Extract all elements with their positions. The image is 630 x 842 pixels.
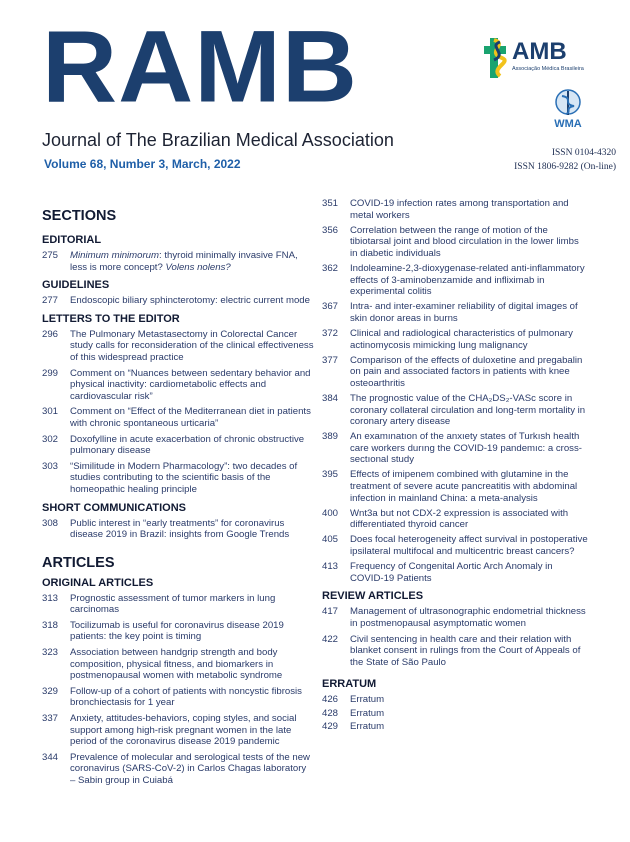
toc-entry[interactable]	[42, 250, 314, 273]
erratum-heading: ERRATUM	[322, 678, 377, 691]
page-number: 367	[322, 301, 339, 313]
entry-title: Effects of imipenem combined with glutamine in the treatment of severe acute pancreatitis with abdominal infection in mainland China: a meta-analysis	[350, 469, 578, 504]
toc-entry[interactable]	[42, 752, 314, 787]
page-number: 429	[322, 721, 339, 733]
toc-entry[interactable]	[42, 518, 314, 541]
entry-title: COVID-19 infection rates among transportation and metal workers	[350, 198, 569, 221]
masthead	[42, 10, 422, 124]
page-number: 296	[42, 328, 59, 340]
toc-entry[interactable]	[42, 434, 314, 457]
toc-entry[interactable]	[42, 329, 314, 364]
toc-entry[interactable]	[42, 461, 314, 496]
wma-logo	[538, 88, 598, 134]
entry-title: Tocilizumab is useful for coronavirus disease 2019 patients: the key point is timing	[70, 619, 284, 643]
entry-title: Civil sentencing in health care and their relation with blanket consent in rulings from the Court of Appeals of the State of São Paulo	[350, 633, 581, 668]
page-number: 384	[322, 392, 339, 404]
issn-block	[514, 146, 616, 174]
entry-title: Erratum	[350, 694, 385, 706]
page-number: 344	[42, 751, 59, 763]
toc-left-column	[42, 208, 314, 787]
toc-entry[interactable]	[322, 328, 588, 351]
amb-logo-text: AMB	[512, 38, 567, 65]
page-number: 422	[322, 633, 339, 645]
entry-title: Wnt3a but not CDX-2 expression is associated with differentiated thyroid cancer	[350, 507, 569, 531]
articles-heading: ARTICLES	[42, 554, 115, 571]
toc-entry[interactable]	[322, 301, 588, 324]
page-number: 302	[42, 433, 59, 445]
entry-title: Clinical and radiological characteristics of pulmonary actinomycosis mimicking lung malignancy	[350, 327, 573, 351]
entry-title: Correlation between the range of motion of the tibiotarsal joint and blood circulation in the lower limbs in diabetic individuals	[350, 224, 579, 259]
page-number: 426	[322, 694, 339, 706]
page-number: 417	[322, 606, 339, 618]
journal-name: Journal of The Brazilian Medical Association	[42, 130, 394, 150]
page-number: 308	[42, 517, 59, 529]
toc-entry[interactable]	[322, 721, 588, 733]
review-articles-heading: REVIEW ARTICLES	[322, 590, 424, 603]
entry-title: Intra- and inter-examiner reliability of digital images of skin donor areas in burns	[350, 301, 578, 324]
entry-title: An examınatıon of the anxıety states of Turkısh health care workers durıng the COVID-19 pandemıc: a cross-sectıonal study	[350, 431, 582, 466]
issn-print: ISSN 0104-4320	[551, 148, 616, 158]
toc-entry[interactable]	[322, 355, 588, 390]
entry-title: The prognostic value of the CHA₂DS₂-VASc score in coronary collateral circulation and long-term mortality in coronary artery disease	[350, 392, 586, 428]
entry-title: Minimum minimorum: thyroid minimally invasive FNA, less is more concept? Volens nolens?	[70, 250, 298, 273]
toc-entry[interactable]	[42, 620, 314, 643]
page-number: 362	[322, 262, 339, 274]
toc-entry[interactable]	[322, 708, 588, 720]
entry-title: The Pulmonary Metastasectomy in Colorectal Cancer study calls for reconsideration of the clinical effectiveness of this widespread practice	[70, 328, 314, 363]
toc-entry[interactable]	[42, 713, 314, 748]
page-number: 395	[322, 469, 339, 481]
page-number: 351	[322, 198, 339, 209]
entry-title: Prevalence of molecular and serological tests of the new coronavirus (SARS-CoV-2) in Carlos Chagas laboratory – Sabin group in Cuiabá	[70, 751, 310, 786]
page-number: 337	[42, 713, 59, 725]
toc-entry[interactable]	[322, 469, 588, 504]
entry-title: Frequency of Congenital Aortic Arch Anomaly in COVID-19 Patients	[350, 561, 553, 584]
page-number: 329	[42, 685, 59, 697]
entry-title: Comment on “Nuances between sedentary behavior and physical inactivity: cardiometabolic effects and cardiovascular risk”	[70, 367, 311, 402]
toc-entry[interactable]	[322, 225, 588, 260]
guidelines-heading: GUIDELINES	[42, 279, 110, 292]
toc-entry[interactable]	[322, 634, 588, 669]
short-communications-heading: SHORT COMMUNICATIONS	[42, 501, 187, 514]
toc-entry[interactable]	[322, 606, 588, 629]
toc-entry[interactable]	[322, 431, 588, 466]
entry-title: Public interest in “early treatments” for coronavirus disease 2019 in Brazil: insights from Google Trends	[70, 517, 290, 541]
toc-entry[interactable]	[322, 694, 588, 706]
entry-title: “Similitude in Modern Pharmacology”: two decades of studies contributing to the scientific basis of the homeopathic healing principle	[70, 460, 298, 495]
page-number: 405	[322, 534, 339, 546]
page-number: 301	[42, 406, 59, 418]
page-number: 303	[42, 460, 59, 472]
toc-entry[interactable]	[42, 593, 314, 616]
page-number: 428	[322, 707, 339, 719]
entry-title: Does focal heterogeneity affect survival in postoperative ipsilateral multifocal and multicentric breast cancers?	[350, 534, 588, 558]
entry-title: Follow-up of a cohort of patients with noncystic fibrosis bronchiectasis for 1 year	[70, 685, 302, 709]
issn-online: ISSN 1806-9282 (On-line)	[514, 162, 616, 172]
entry-title: Doxofylline in acute exacerbation of chronic obstructive pulmonary disease	[70, 433, 305, 457]
page-number: 389	[322, 431, 339, 443]
editorial-heading: EDITORIAL	[42, 234, 102, 246]
toc-entry[interactable]	[322, 393, 588, 428]
journal-logo: RAMB	[42, 10, 358, 124]
page-number: 323	[42, 647, 59, 659]
entry-title: Endoscopic biliary sphincterotomy: electric current mode	[70, 295, 310, 307]
toc-entry[interactable]	[42, 406, 314, 429]
toc-entry[interactable]	[322, 198, 588, 221]
toc-entry[interactable]	[42, 686, 314, 709]
amb-logo-subtitle: Associação Médica Brasileira	[512, 66, 584, 72]
toc-entry[interactable]	[322, 561, 588, 584]
page-number: 299	[42, 367, 59, 379]
page-number: 372	[322, 327, 339, 339]
page-number: 318	[42, 619, 59, 631]
toc-entry[interactable]	[42, 368, 314, 403]
toc-entry[interactable]	[42, 647, 314, 682]
sections-heading: SECTIONS	[42, 208, 117, 224]
original-articles-heading: ORIGINAL ARTICLES	[42, 576, 154, 589]
page-number: 356	[322, 224, 339, 236]
page-number: 377	[322, 354, 339, 366]
toc-right-column	[322, 198, 588, 733]
page-number: 413	[322, 561, 339, 573]
entry-title: Indoleamine-2,3-dioxygenase-related anti-inflammatory effects of 3-aminobenzamide and infliximab in experimental colitis	[350, 262, 585, 298]
page-number: 313	[42, 592, 59, 604]
toc-entry[interactable]	[322, 508, 588, 531]
volume-line: Volume 68, Number 3, March, 2022	[44, 157, 241, 171]
wma-emblem-icon	[538, 88, 598, 120]
entry-title: Association between handgrip strength and body composition, physical fitness, and biomarkers in postmenopausal women with metabolic syndrome	[70, 647, 283, 682]
page-number: 275	[42, 250, 59, 261]
amb-logo	[484, 36, 594, 82]
amb-emblem-icon	[484, 36, 514, 80]
entry-title: Erratum	[350, 707, 385, 719]
toc-entry[interactable]	[322, 534, 588, 557]
entry-title: Anxiety, attitudes-behaviors, coping styles, and social support among high-risk pregnant women in the late period of the coronavirus disease 2019 pandemic	[70, 713, 297, 748]
page-number: 400	[322, 507, 339, 519]
entry-title: Comment on “Effect of the Mediterranean diet in patients with chronic spontaneous urticaria”	[70, 406, 311, 429]
entry-title: Erratum	[350, 721, 385, 733]
letters-heading: LETTERS TO THE EDITOR	[42, 312, 180, 325]
page-number: 277	[42, 295, 59, 307]
entry-title: Management of ultrasonographic endometrial thickness in postmenopausal asymptomatic women	[350, 606, 586, 629]
toc-entry[interactable]	[42, 295, 314, 307]
entry-title: Comparison of the effects of duloxetine and pregabalin on pain and associated factors in patients with knee osteoarthritis	[350, 354, 583, 389]
wma-logo-text: WMA	[554, 118, 582, 130]
toc-entry[interactable]	[322, 263, 588, 298]
entry-title: Prognostic assessment of tumor markers in lung carcinomas	[70, 592, 276, 616]
